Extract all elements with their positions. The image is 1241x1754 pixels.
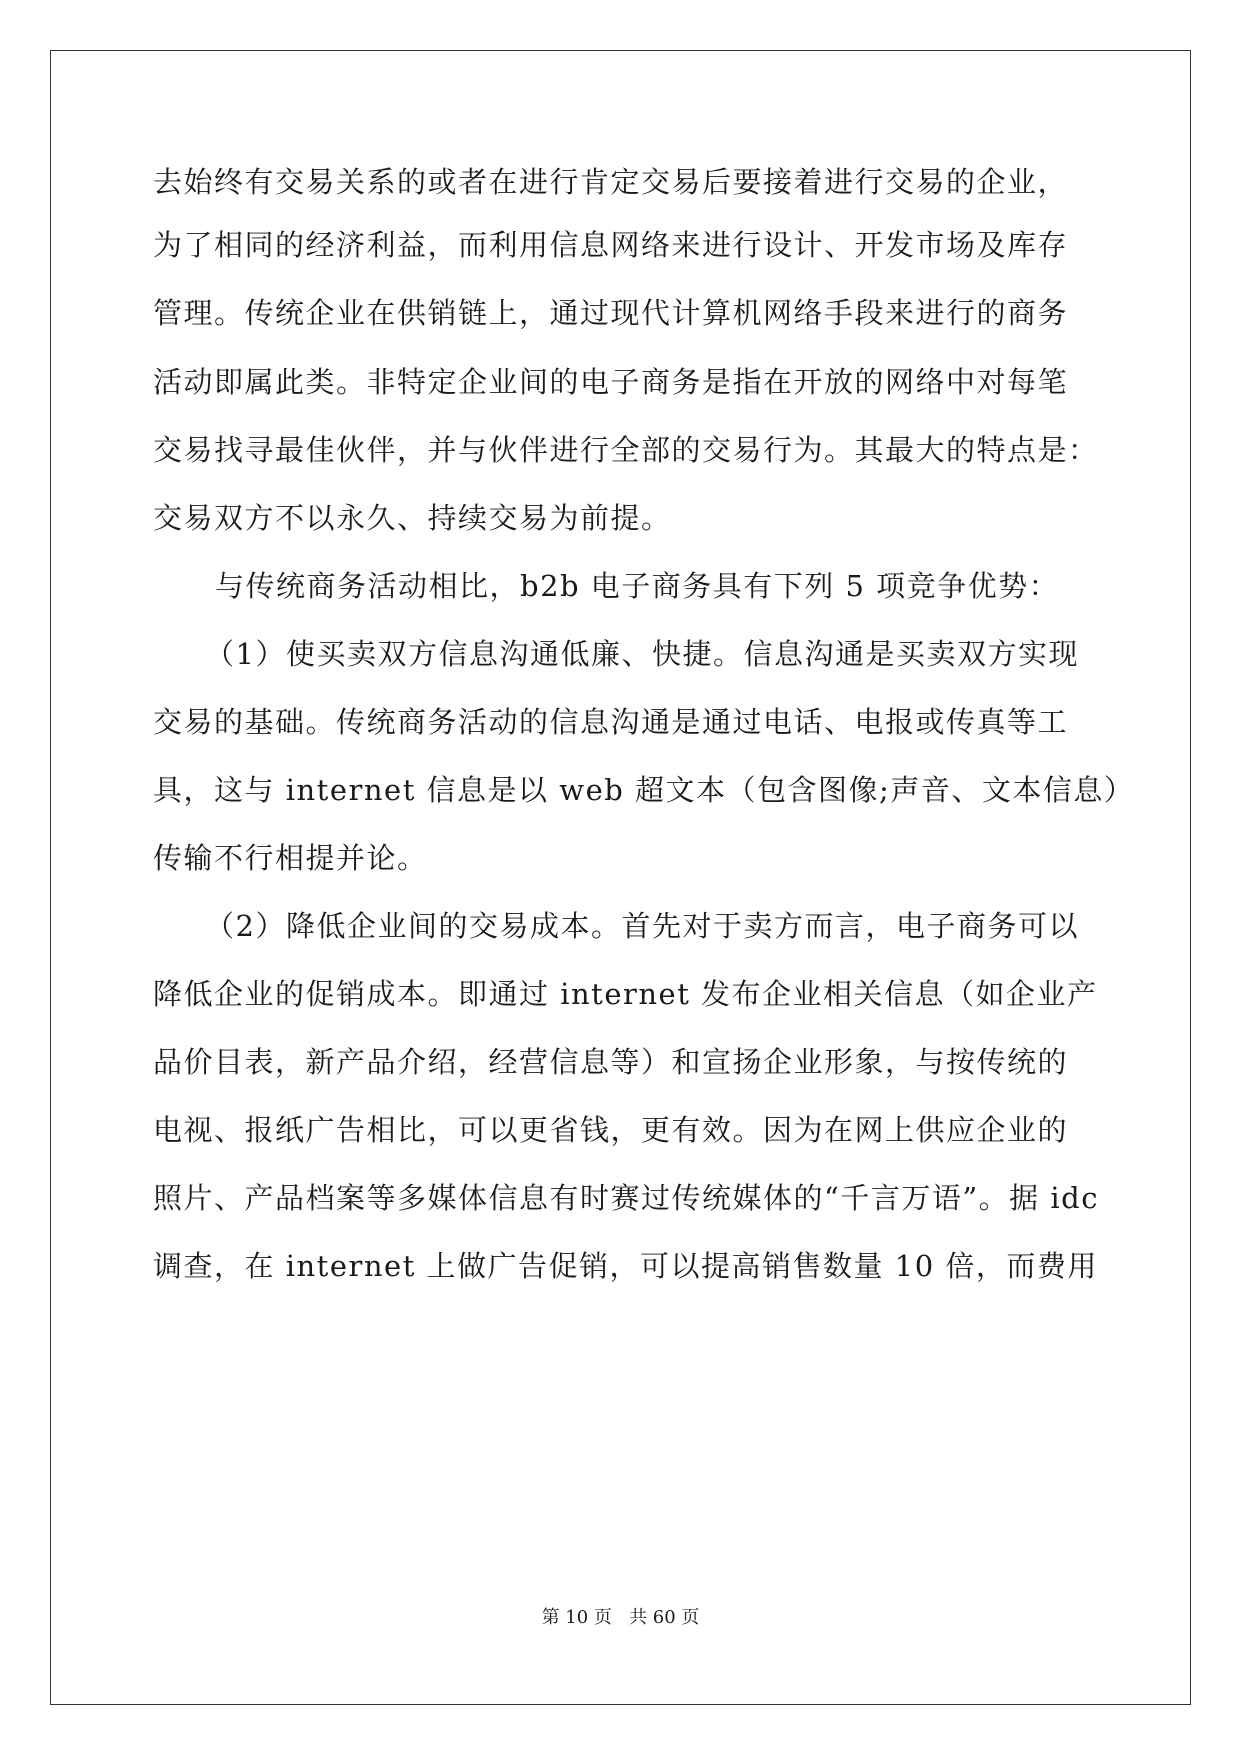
text-line: 照片、产品档案等多媒体信息有时赛过传统媒体的“千言万语”。据 idc bbox=[153, 1181, 1099, 1215]
text-line: 电视、报纸广告相比，可以更省钱，更有效。因为在网上供应企业的 bbox=[153, 1113, 1069, 1147]
text-line: 具，这与 internet 信息是以 web 超文本（包含图像;声音、文本信息） bbox=[153, 773, 1135, 807]
text-line: 与传统商务活动相比，b2b 电子商务具有下列 5 项竞争优势： bbox=[215, 569, 1060, 603]
page-number: 第 10 页 共 60 页 bbox=[541, 1607, 700, 1628]
text-line: 为了相同的经济利益，而利用信息网络来进行设计、开发市场及库存 bbox=[153, 228, 1069, 262]
text-line: 品价目表，新产品介绍，经营信息等）和宣扬企业形象，与按传统的 bbox=[153, 1045, 1069, 1079]
text-line: 活动即属此类。非特定企业间的电子商务是指在开放的网络中对每笔 bbox=[153, 365, 1069, 399]
text-line: （2）降低企业间的交易成本。首先对于卖方而言，电子商务可以 bbox=[205, 909, 1079, 943]
text-line: 传输不行相提并论。 bbox=[153, 841, 428, 875]
text-line: 降低企业的促销成本。即通过 internet 发布企业相关信息（如企业产 bbox=[153, 977, 1098, 1011]
text-line: 调查，在 internet 上做广告促销，可以提高销售数量 10 倍，而费用 bbox=[153, 1249, 1098, 1283]
text-line: 交易的基础。传统商务活动的信息沟通是通过电话、电报或传真等工 bbox=[153, 705, 1069, 739]
text-line: （1）使买卖双方信息沟通低廉、快捷。信息沟通是买卖双方实现 bbox=[205, 637, 1079, 671]
text-line: 交易找寻最佳伙伴，并与伙伴进行全部的交易行为。其最大的特点是： bbox=[153, 433, 1099, 467]
text-line: 交易双方不以永久、持续交易为前提。 bbox=[153, 501, 672, 535]
text-line: 去始终有交易关系的或者在进行肯定交易后要接着进行交易的企业， bbox=[153, 165, 1069, 199]
text-line: 管理。传统企业在供销链上，通过现代计算机网络手段来进行的商务 bbox=[153, 296, 1069, 330]
